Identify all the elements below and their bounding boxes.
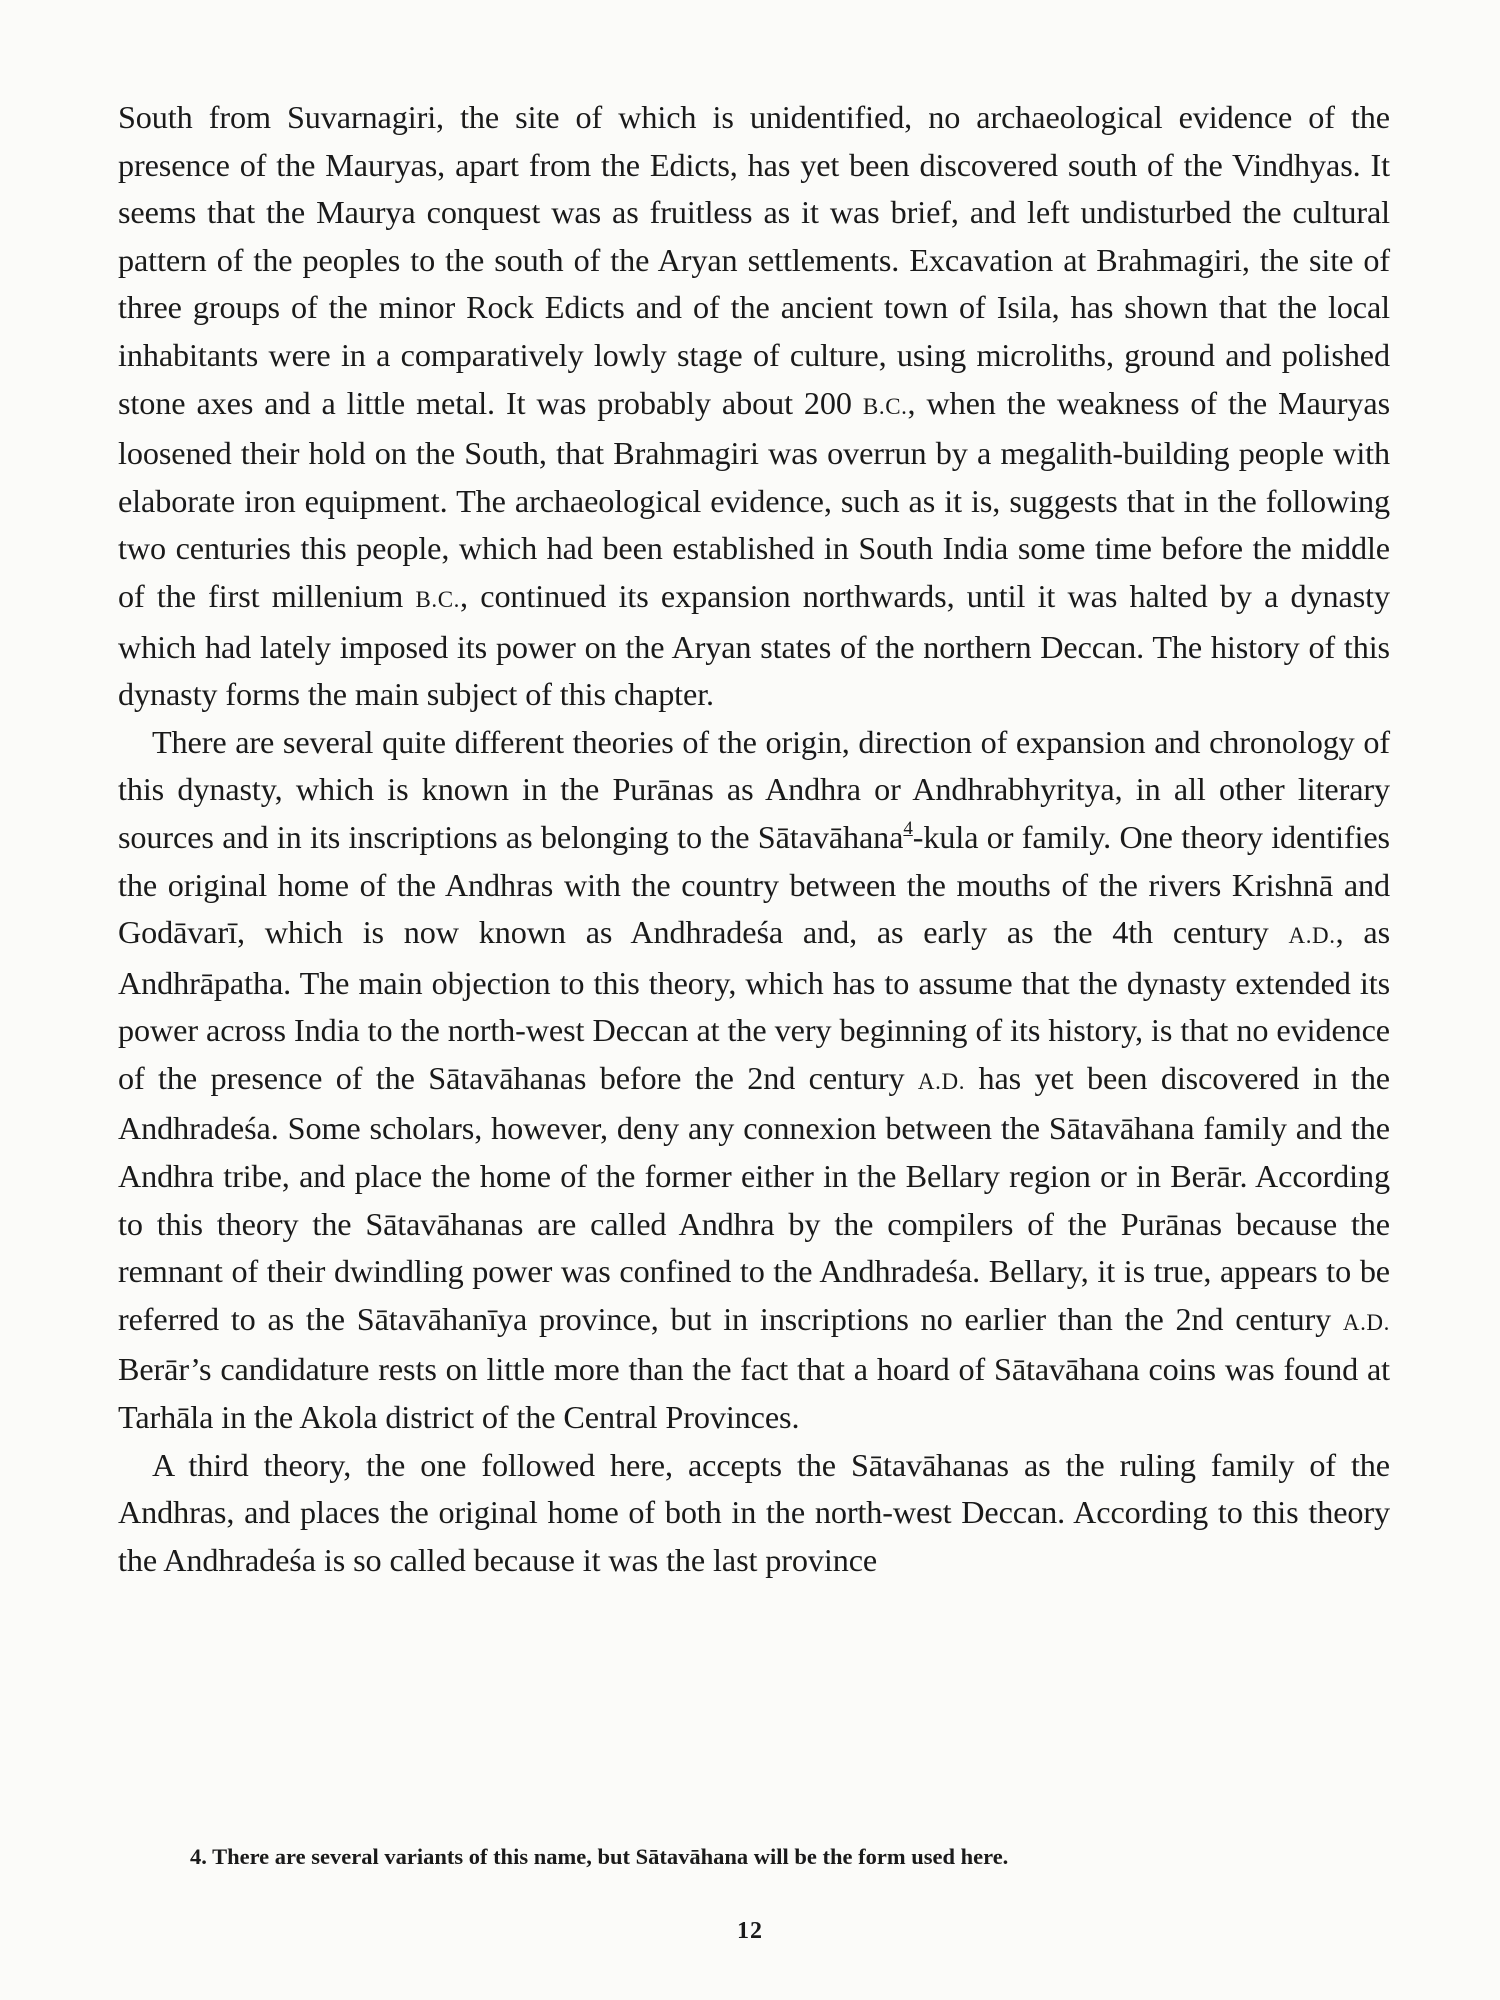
text-run: , when the weakness of the Mauryas loosened their hold on the South, that Brahmagiri was overrun by a megalith-building people with elaborate iron equipment. The archaeological evidence, such as it is, suggests that in the following two centuries this people, which had been established in South India some time before the middle of the first millenium bbox=[118, 384, 1390, 614]
page-number: 12 bbox=[737, 1918, 763, 1944]
text-run: South from Suvarnagiri, the site of which is unidentified, no archaeological evidence of the presence of the Mauryas, apart from the Edicts, has yet been discovered south of the Vindhyas. It seems that the Maurya conquest was as fruitless as it was brief, and left undisturbed the cultural pattern of the peoples to the south of the Aryan settlements. Excavation at Brahmagiri, the site of three groups of the minor Rock Edicts and of the ancient town of Isila, has shown that the local inhabitants were in a comparatively lowly stage of culture, using microliths, ground and polished stone axes and a little metal. It was probably about 200 bbox=[118, 99, 1390, 421]
body-text bbox=[118, 94, 1390, 1584]
text-run: Berār’s candidature rests on little more than the fact that a hoard of Sātavāhana coins was found at Tarhāla in the Akola district of the Central Provinces. bbox=[118, 1351, 1390, 1436]
era-abbreviation: B.C. bbox=[415, 586, 461, 612]
text-run: has yet been discovered in the Andhradeśa. Some scholars, however, deny any connexion between the Sātavāhana family and the Andhra tribe, and place the home of the former either in the Bellary region or in Berār. According to this theory the Sātavāhanas are called Andhra by the compilers of the Purānas because the remnant of their dwindling power was confined to the Andhradeśa. Bellary, it is true, appears to be referred to as the Sātavāhanīya province, but in inscriptions no earlier than the 2nd century bbox=[118, 1059, 1390, 1337]
footnote: 4. There are several variants of this name, but Sātavāhana will be the form used here. bbox=[190, 1844, 1009, 1869]
era-abbreviation: A.D. bbox=[917, 1068, 966, 1094]
era-abbreviation: A.D. bbox=[1288, 923, 1336, 949]
paragraph-3 bbox=[118, 1442, 1390, 1585]
era-abbreviation: B.C. bbox=[862, 393, 908, 419]
footnote-reference: 4 bbox=[903, 817, 913, 839]
paragraph-2 bbox=[118, 719, 1390, 1442]
text-run: -kula or family. One theory identifies the original home of the Andhras with the country between the mouths of the rivers Krishnā and Godāvarī, which is now known as Andhradeśa and, as early as the 4th century bbox=[118, 818, 1390, 951]
era-abbreviation: A.D. bbox=[1342, 1309, 1390, 1335]
text-run: , as Andhrāpatha. The main objection to this theory, which has to assume that the dynasty extended its power across India to the north-west Deccan at the very beginning of its history, is that no evidence of the presence of the Sātavāhanas before the 2nd century bbox=[118, 914, 1390, 1096]
text-run: , continued its expansion northwards, until it was halted by a dynasty which had lately imposed its power on the Aryan states of the northern Deccan. The history of this dynasty forms the main subject of this chapter. bbox=[118, 577, 1390, 713]
text-run: A third theory, the one followed here, accepts the Sātavāhanas as the ruling family of the Andhras, and places the original home of both in the north-west Deccan. According to this theory the Andhradeśa is so called because it was the last province bbox=[118, 1446, 1390, 1578]
paragraph-1 bbox=[118, 94, 1390, 719]
text-run: There are several quite different theories of the origin, direction of expansion and chronology of this dynasty, which is known in the Purānas as Andhra or Andhrabhyritya, in all other literary sources and in its inscriptions as belonging to the Sātavāhana bbox=[118, 723, 1390, 855]
